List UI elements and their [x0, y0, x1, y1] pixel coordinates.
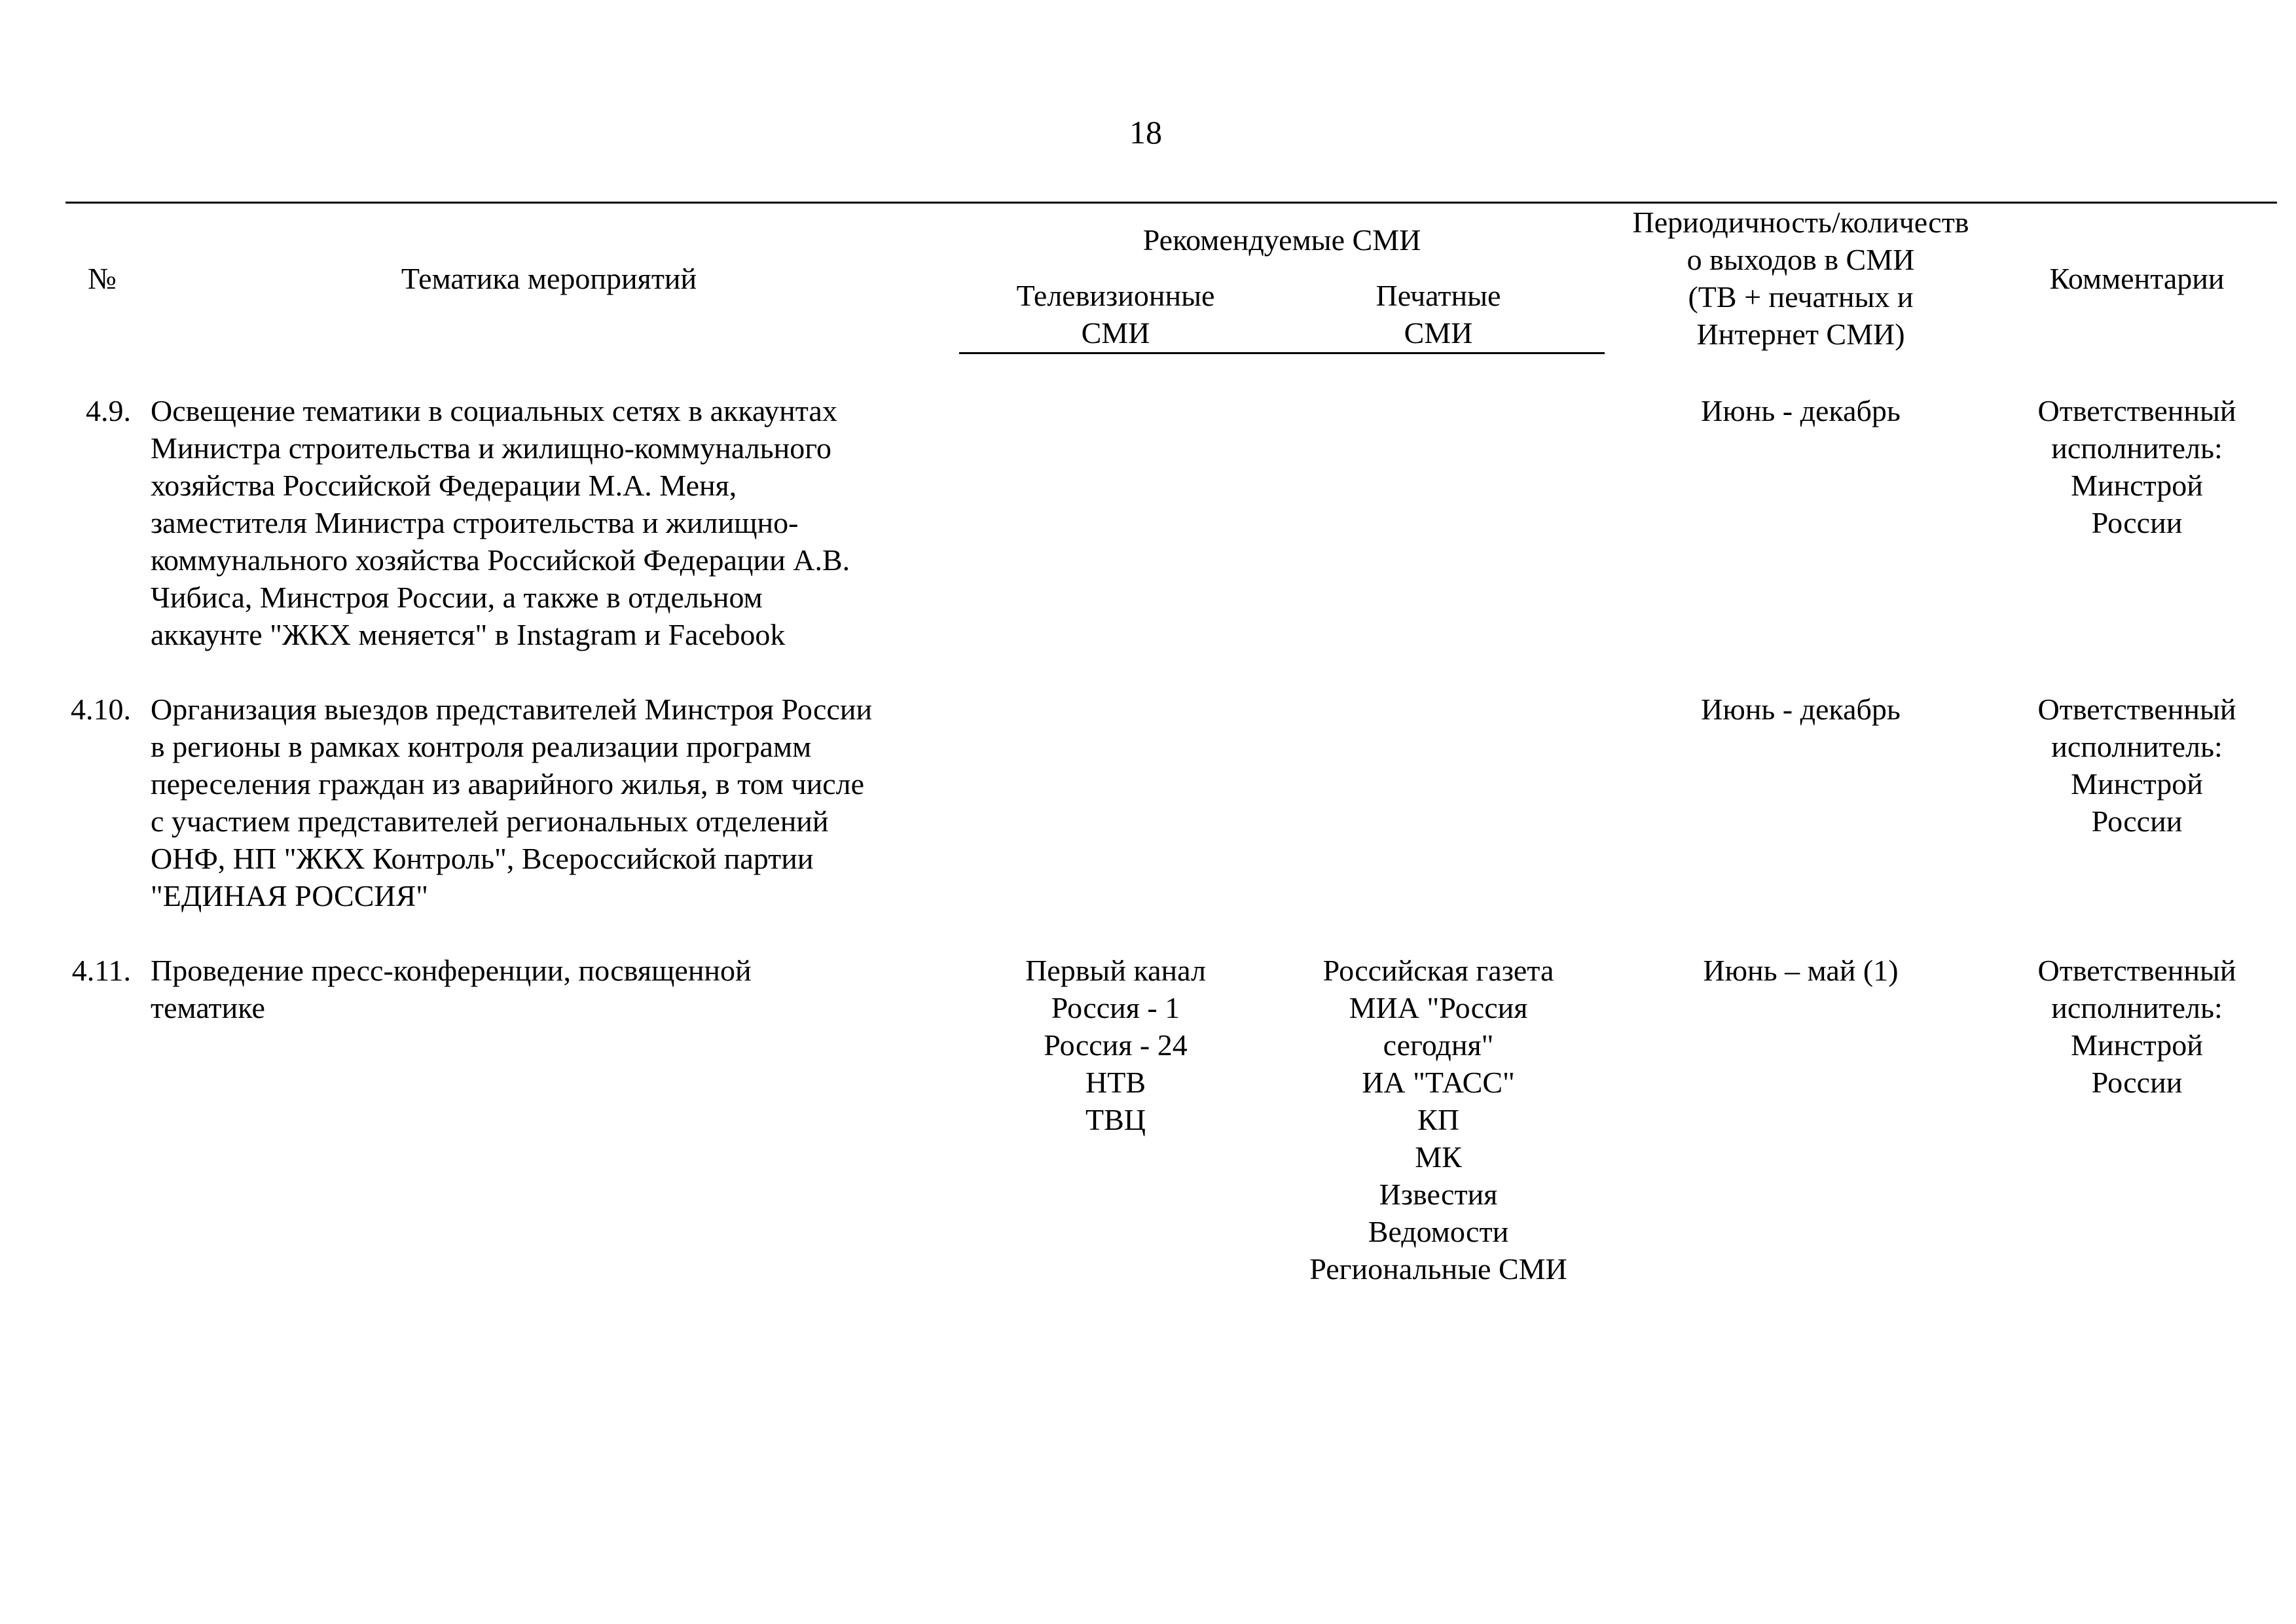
row-print-media-line: КП	[1417, 1102, 1459, 1136]
row-comment	[1997, 392, 2277, 691]
row-print-media-line: МК	[1415, 1140, 1462, 1174]
row-period: Июнь - декабрь	[1701, 393, 1901, 427]
row-topic	[139, 392, 959, 691]
row-period: Июнь - декабрь	[1701, 692, 1901, 726]
row-topic-line: "ЕДИНАЯ РОССИЯ"	[151, 878, 429, 912]
row-print-media-line: Региональные СМИ	[1309, 1252, 1567, 1286]
row-tv-media-line: Россия - 1	[1051, 990, 1180, 1024]
row-topic-line: коммунального хозяйства Российской Федерации А.В.	[151, 543, 850, 577]
row-comment-line: Ответственный	[2037, 692, 2236, 726]
row-topic-line: Освещение тематики в социальных сетях в аккаунтах	[151, 393, 837, 427]
row-print-media-line: сегодня"	[1383, 1028, 1494, 1062]
header-topic: Тематика мероприятий	[139, 203, 959, 353]
row-comment-line: Ответственный	[2037, 953, 2236, 987]
row-period: Июнь – май (1)	[1703, 953, 1899, 987]
media-plan-table	[65, 202, 2277, 1325]
row-number: 4.10.	[71, 692, 131, 726]
header-comments: Комментарии	[1997, 203, 2277, 353]
row-topic-line: Министра строительства и жилищно-коммунального	[151, 431, 831, 465]
row-tv-media-line: НТВ	[1085, 1065, 1146, 1099]
row-comment-line: исполнитель:	[2051, 990, 2223, 1024]
row-tv-media	[959, 952, 1272, 1325]
row-comment-line: исполнитель:	[2051, 431, 2223, 465]
row-print-media	[1272, 392, 1605, 691]
row-comment-line: Минстрой	[2071, 767, 2203, 801]
table-row	[65, 952, 2277, 1325]
row-comment	[1997, 691, 2277, 952]
row-topic-line: Организация выездов представителей Минстроя России	[151, 692, 873, 726]
row-tv-media-line: ТВЦ	[1085, 1102, 1146, 1136]
row-tv-media	[959, 691, 1272, 952]
table-row	[65, 392, 2277, 691]
row-topic-line: хозяйства Российской Федерации М.А. Меня,	[151, 468, 737, 502]
page-number: 18	[1129, 114, 1162, 151]
table-row	[65, 691, 2277, 952]
row-print-media-line: Известия	[1379, 1177, 1498, 1211]
row-comment-line: Ответственный	[2037, 393, 2236, 427]
row-comment-line: исполнитель:	[2051, 729, 2223, 763]
row-topic-line: ОНФ, НП "ЖКХ Контроль", Всероссийской партии	[151, 841, 814, 875]
row-comment-line: Минстрой	[2071, 468, 2203, 502]
row-topic-line: в регионы в рамках контроля реализации программ	[151, 729, 812, 763]
row-comment-line: России	[2091, 505, 2183, 539]
header-print-media: Печатные СМИ	[1272, 276, 1605, 353]
header-number: №	[65, 203, 139, 353]
row-topic-line: Чибиса, Минстроя России, а также в отдельном	[151, 580, 763, 614]
row-comment-line: России	[2091, 804, 2183, 838]
row-topic-line: заместителя Министра строительства и жилищно-	[151, 505, 799, 539]
row-print-media-line: Российская газета	[1322, 953, 1554, 987]
row-topic-line: тематике	[151, 990, 265, 1024]
row-comment-line: России	[2091, 1065, 2183, 1099]
header-tv-media: Телевизионные СМИ	[959, 276, 1272, 353]
row-print-media-line: МИА "Россия	[1349, 990, 1528, 1024]
row-number: 4.9.	[86, 393, 131, 427]
row-number: 4.11.	[71, 953, 131, 987]
row-tv-media-line: Первый канал	[1025, 953, 1206, 987]
row-topic	[139, 952, 959, 1325]
row-topic-line: переселения граждан из аварийного жилья, в том числе	[151, 767, 865, 801]
row-comment-line: Минстрой	[2071, 1028, 2203, 1062]
header-periodicity: Периодичность/количеств о выходов в СМИ (ТВ + печатных и Интернет СМИ)	[1605, 203, 1997, 353]
row-print-media	[1272, 952, 1605, 1325]
row-topic	[139, 691, 959, 952]
row-print-media-line: Ведомости	[1368, 1214, 1509, 1248]
row-comment	[1997, 952, 2277, 1325]
row-print-media-line: ИА "ТАСС"	[1362, 1065, 1515, 1099]
header-recommended-media: Рекомендуемые СМИ	[959, 203, 1605, 277]
row-topic-line: с участием представителей региональных отделений	[151, 804, 829, 838]
row-topic-line: Проведение пресс-конференции, посвященной	[151, 953, 752, 987]
row-print-media	[1272, 691, 1605, 952]
row-tv-media-line: Россия - 24	[1044, 1028, 1188, 1062]
row-topic-line: аккаунте "ЖКХ меняется" в Instagram и Facebook	[151, 617, 786, 651]
row-tv-media	[959, 392, 1272, 691]
